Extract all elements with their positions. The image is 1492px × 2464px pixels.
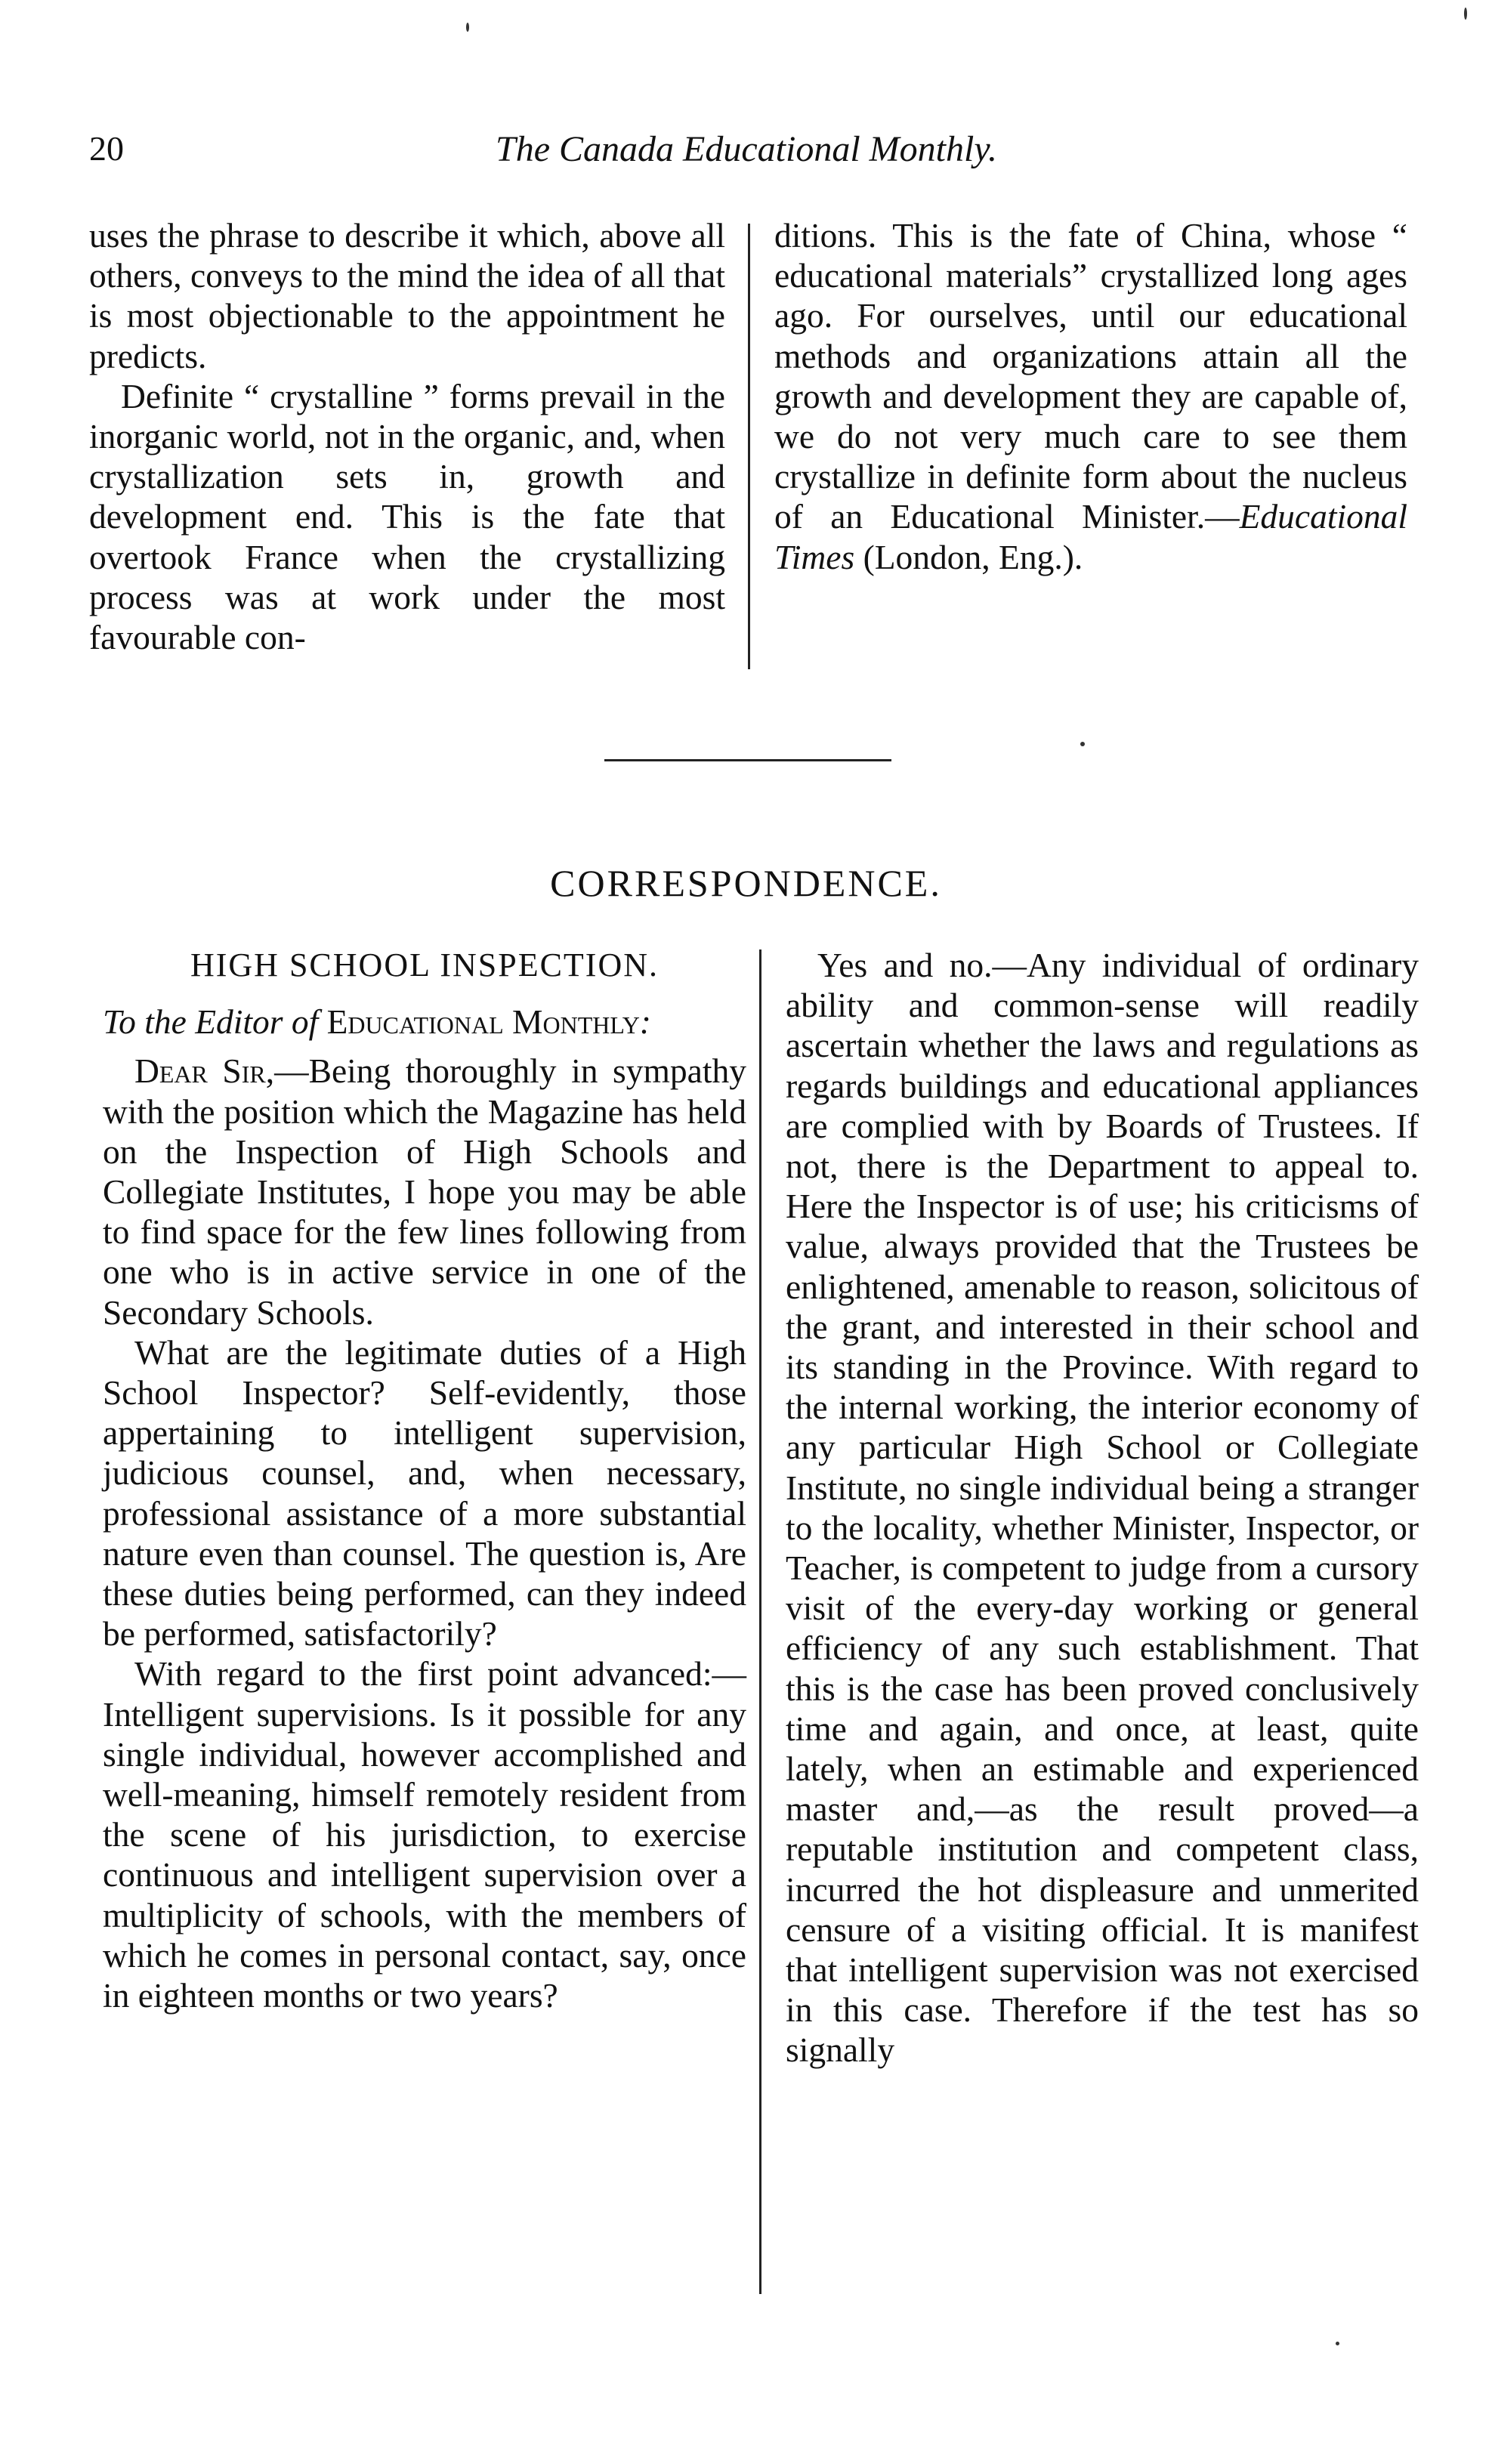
- address-name: Educational Monthly: [326, 1002, 640, 1042]
- page-number: 20: [89, 129, 124, 168]
- letter-para-1-text: —Being thoroughly in sympathy with the position which the Magazine has held on the Inspection of High Schools and Collegiate Institutes, I hope you may be able to find space for the few lines following from one who is in active service in one of the Secondary Schools.: [103, 1051, 746, 1332]
- letter-left-column: [103, 945, 746, 2015]
- source-tail: (London, Eng.).: [854, 537, 1083, 576]
- letter-address: [103, 1002, 746, 1042]
- letter-subheading: HIGH SCHOOL INSPECTION.: [190, 946, 660, 983]
- top-right-column: [774, 215, 1407, 577]
- source-citation: Educational Times: [774, 497, 1407, 576]
- letter-para-2: What are the legitimate duties of a High School Inspector? Self-evidently, those appertaining to intelligent supervision, judicious counsel, and, when necessary, professional assistance of a more substantial nature even than counsel. The question is, Are these duties being performed, can they indeed be performed, satisfactorily?: [103, 1332, 746, 1653]
- top-right-text: ditions. This is the fate of China, whose “ educational materials” crystallized long ages ago. For ourselves, until our educational methods and organizations attain all the growth and development they are capable of, we do not very much care to see them crystallize in definite form about the nucleus of an Educational Minister.—: [774, 216, 1407, 536]
- letter-para-1: [103, 1051, 746, 1332]
- ink-speck: [1464, 8, 1467, 20]
- ink-speck: [466, 23, 469, 32]
- section-heading: CORRESPONDENCE.: [550, 862, 942, 904]
- section-divider: [604, 759, 891, 761]
- top-left-para-1: uses the phrase to describe it which, above all others, conveys to the mind the idea of all that is most objectionable to the appointment he predicts.: [89, 216, 725, 375]
- ink-speck: [1336, 2342, 1339, 2345]
- salutation: Dear Sir,: [134, 1051, 275, 1091]
- top-left-column: [89, 215, 725, 657]
- address-prefix: To the Editor of: [103, 1002, 327, 1042]
- running-title: The Canada Educational Monthly.: [496, 129, 997, 169]
- letter-right-column: [786, 945, 1419, 2070]
- page-header: [89, 128, 1404, 174]
- column-divider-bottom: [759, 949, 761, 2294]
- column-divider-top: [748, 224, 750, 669]
- top-left-para-2: Definite “ crystalline ” forms prevail in the inorganic world, not in the organic, and, when crystallization sets in, growth and development end. This is the fate that overtook France when the crystallizing process was at work under the most favourable con-: [89, 376, 725, 657]
- top-right-para: [774, 215, 1407, 577]
- address-suffix: :: [639, 1002, 651, 1042]
- ink-speck: [1080, 742, 1085, 746]
- letter-para-4: Yes and no.—Any individual of ordinary ability and common-sense will readily ascertain whether the laws and regulations as regards buildings and educational appliances are complied with by Boards of Trustees. If not, there is the Department to appeal to. Here the Inspector is of use; his criticisms of value, always provided that the Trustees be enlightened, amenable to reason, solicitous of the grant, and interested in their school and its standing in the Province. With regard to the internal working, the interior economy of any particular High School or Collegiate Institute, no single individual being a stranger to the locality, whether Minister, Inspector, or Teacher, is competent to judge from a cursory visit of the every-day working or general efficiency of any such establishment. That this is the case has been proved conclusively time and again, and once, at least, quite lately, when an estimable and experienced master and,—as the result proved—a reputable institution and competent class, incurred the hot displeasure and unmerited censure of a visiting official. It is manifest that intelligent supervision was not exercised in this case. Therefore if the test has so signally: [786, 946, 1419, 2070]
- letter-para-3: With regard to the first point advanced:—Intelligent supervisions. Is it possible for any single individual, however accomplished and well-meaning, himself remotely resident from the scene of his jurisdiction, to exercise continuous and intelligent supervision over a multiplicity of schools, with the members of which he comes in personal contact, say, once in eighteen months or two years?: [103, 1654, 746, 2015]
